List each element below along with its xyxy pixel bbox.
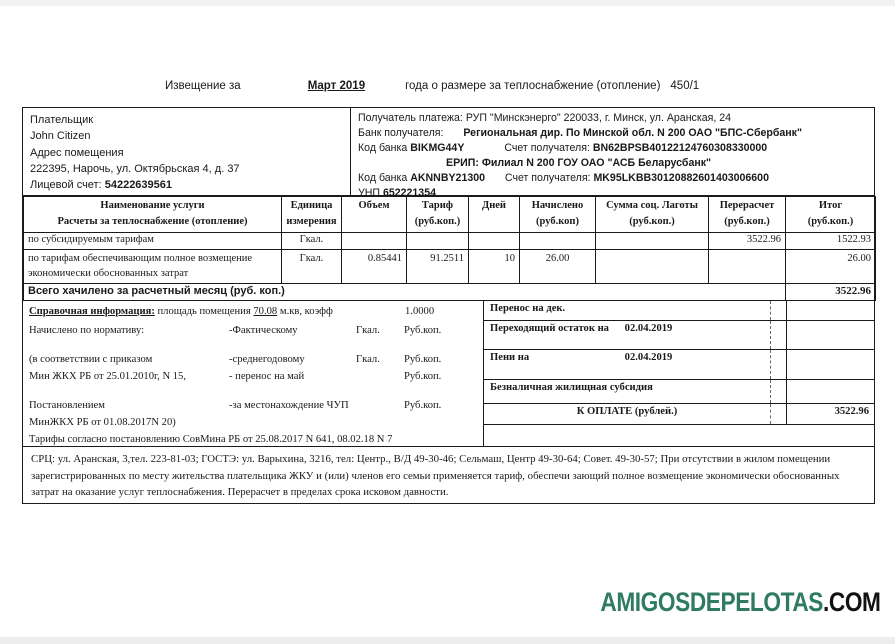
norm-currency: Руб.коп. <box>404 371 442 382</box>
norm-kind: -за местонахождение ЧУП <box>229 400 349 411</box>
payer-account-label: Лицевой счет: <box>30 179 102 192</box>
reference-info-block <box>23 301 484 446</box>
notice-prefix: Извещение за <box>165 80 241 92</box>
norm-row <box>29 325 477 339</box>
col-unit: Единица измерения <box>282 197 342 233</box>
norm-unit <box>356 371 404 385</box>
coeff-label: м.кв, коэфф <box>277 306 333 317</box>
unp-value: 652221354 <box>382 187 436 200</box>
service-recalc <box>709 250 786 284</box>
label-date: 02.04.2019 <box>624 352 673 363</box>
dashed-divider <box>770 301 786 320</box>
norm-label: (в соответствии с приказом <box>29 354 153 365</box>
filler <box>484 425 874 446</box>
service-total: 26.00 <box>786 250 876 284</box>
table-row <box>24 233 876 250</box>
recipient-bankcode-line2 <box>358 171 867 186</box>
col-accrued: Начислено (руб.коп) <box>520 197 596 233</box>
coeff-value: 1.0000 <box>405 306 435 317</box>
payment-row-value <box>786 301 874 320</box>
recipient-block <box>351 108 874 200</box>
monthly-total-row <box>24 284 876 301</box>
norm-row <box>29 354 477 368</box>
area-label: площадь помещения <box>154 306 254 317</box>
notice-title-line <box>165 80 699 92</box>
recipient-value: РУП "Минскэнерго" 220033, г. Минск, ул. Аранская, 24 <box>465 112 732 124</box>
bank-code-label: Код банка <box>358 142 408 155</box>
payment-row <box>484 350 874 380</box>
service-volume <box>342 233 407 250</box>
table-row <box>24 250 876 284</box>
dashed-divider <box>770 321 786 349</box>
reference-title: Справочная информация: <box>29 306 155 317</box>
to-pay-label: К ОПЛАТЕ (рублей.) <box>576 406 678 417</box>
tariff-decree-line: Тарифы согласно постановлению СовМина РБ от 25.08.2017 N 641, 08.02.18 N 7 <box>29 434 393 445</box>
watermark-tld: .COM <box>823 587 881 617</box>
service-tariff: 91.2511 <box>407 250 469 284</box>
recipient-bankcode-line1 <box>358 141 867 156</box>
col-total: Итог (руб.коп.) <box>786 197 876 233</box>
norm-row <box>29 371 477 385</box>
recipient-line1 <box>358 111 867 126</box>
payer-account-number: 54222639561 <box>104 179 173 192</box>
norm-kind: -Фактическому <box>229 325 298 336</box>
service-days <box>469 233 520 250</box>
payer-name: John Citizen <box>30 130 91 143</box>
account-value: BN62BPSB40122124760308330000 <box>592 142 768 155</box>
payment-row-label: Перенос на дек. <box>490 303 566 314</box>
label-date: 02.04.2019 <box>624 323 673 334</box>
recipient-label: Получатель платежа: <box>358 112 463 124</box>
service-unit: Гкал. <box>282 233 342 250</box>
service-total: 1522.93 <box>786 233 876 250</box>
unp-label: УНП <box>358 187 380 200</box>
norm-label: Мин ЖКХ РБ от 25.01.2010г, N 15, <box>29 371 186 382</box>
service-social <box>596 233 709 250</box>
watermark-name: AMIGOSDEPELOTAS <box>600 587 824 617</box>
col-tariff: Тариф (руб.коп.) <box>407 197 469 233</box>
norm-kind: - перенос на май <box>229 371 305 382</box>
decree-line: МинЖКХ РБ от 01.08.2017N 20) <box>29 417 176 428</box>
bank-code-value: BIKMG44Y <box>410 142 465 155</box>
col-days: Дней <box>469 197 520 233</box>
table-header-row <box>24 197 876 233</box>
area-value: 70.08 <box>253 306 278 317</box>
monthly-total-value: 3522.96 <box>786 284 876 301</box>
col-social: Сумма соц. Лаготы (руб.коп.) <box>596 197 709 233</box>
norm-unit: Гкал. <box>356 325 380 336</box>
reference-section <box>23 301 874 446</box>
payment-summary-block <box>484 301 874 446</box>
dashed-divider <box>770 404 786 424</box>
payer-address: 222395, Нарочь, ул. Октябрьская 4, д. 37 <box>30 162 240 175</box>
bank-code2-label: Код банка <box>358 172 408 185</box>
payer-label: Плательщик <box>30 114 94 126</box>
bank-code2-value: AKNNBY21300 <box>410 172 486 185</box>
norm-label: Постановлением <box>29 400 105 411</box>
service-days: 10 <box>469 250 520 284</box>
payment-row-value <box>786 380 874 403</box>
service-accrued: 26.00 <box>520 250 596 284</box>
to-pay-row <box>484 404 874 425</box>
service-name: по тарифам обеспечивающим полное возмещение экономически обоснованных затрат <box>24 250 282 284</box>
spacer <box>29 339 477 351</box>
norm-currency: Руб.коп. <box>404 325 442 336</box>
invoice-document <box>22 107 875 504</box>
recipient-bank-line <box>358 126 867 141</box>
label-text: Пени на <box>490 352 530 363</box>
parties-section <box>23 108 874 200</box>
norm-currency: Руб.коп. <box>404 400 442 411</box>
notice-period: Март 2019 <box>307 80 366 92</box>
col-volume: Объем <box>342 197 407 233</box>
account-label: Счет получателя: <box>504 142 590 155</box>
norm-unit <box>356 400 404 414</box>
service-accrued <box>520 233 596 250</box>
reference-title-line <box>29 306 477 322</box>
notice-number: 450/1 <box>670 80 700 92</box>
service-recalc: 3522.96 <box>709 233 786 250</box>
recipient-bank-value: Региональная дир. По Минской обл. N 200 ОАО "БПС-Сбербанк" <box>463 127 803 140</box>
dashed-divider <box>770 380 786 403</box>
norm-currency: Руб.коп. <box>404 354 442 365</box>
erip-line: ЕРИП: Филиал N 200 ГОУ ОАО "АСБ Беларусбанк" <box>446 157 712 170</box>
watermark <box>601 587 881 618</box>
to-pay-value: 3522.96 <box>786 404 874 424</box>
dashed-divider <box>770 350 786 379</box>
account2-value: MK95LKBB30120882601403006600 <box>593 172 769 185</box>
account2-label: Счет получателя: <box>504 172 591 185</box>
payment-row <box>484 301 874 321</box>
service-name: по субсидируемым тарифам <box>24 233 282 250</box>
payment-row <box>484 321 874 350</box>
service-unit: Гкал. <box>282 250 342 284</box>
charges-table <box>23 196 876 301</box>
payment-row-value <box>786 350 874 379</box>
col-service: Наименование услуги Расчеты за теплоснабжение (отопление) <box>24 197 282 233</box>
recipient-bank-label: Банк получателя: <box>358 127 444 140</box>
norm-unit: Гкал. <box>356 354 380 365</box>
payer-address-label: Адрес помещения <box>30 146 124 159</box>
norm-kind: -среднегодовому <box>229 354 305 365</box>
payment-row <box>484 380 874 404</box>
norm-row <box>29 400 477 414</box>
label-text: Переходящий остаток на <box>490 323 609 334</box>
col-recalc: Перерасчет (руб.коп.) <box>709 197 786 233</box>
footer-note: СРЦ: ул. Аранская, 3,тел. 223-81-03; ГОСТЭ: ул. Варыхина, 3216, тел: Центр., В/Д 49-30-46; Сельмаш, Центр 49-30-64; Совет. 49-30-57; При отсутствии в жилом помещении зарегистрированных по месту жительства плательщика ЖКУ и (или) членов его семьи применяется тариф, обеспечи зающий полное возмещение экономически обоснованных затрат на оказание услуг теплоснабжения. Перерасчет в пределах срока исковом давности. <box>23 446 874 503</box>
top-edge-strip <box>0 0 895 6</box>
monthly-total-label: Всего хачилено за расчетный месяц (руб. коп.) <box>24 284 786 301</box>
payment-row-label <box>484 321 770 349</box>
payment-row-value <box>786 321 874 349</box>
payer-account-line <box>30 177 343 193</box>
payment-row-label: Безналичная жилищная субсидия <box>490 382 653 393</box>
bottom-edge-strip <box>0 637 895 644</box>
service-tariff <box>407 233 469 250</box>
spacer <box>29 385 477 397</box>
payment-row-label <box>484 350 770 379</box>
notice-suffix: года о размере за теплоснабжение (отопление) <box>405 80 661 92</box>
payer-block <box>23 108 351 195</box>
norm-label: Начислено по нормативу: <box>29 325 145 336</box>
service-social <box>596 250 709 284</box>
service-volume: 0.85441 <box>342 250 407 284</box>
